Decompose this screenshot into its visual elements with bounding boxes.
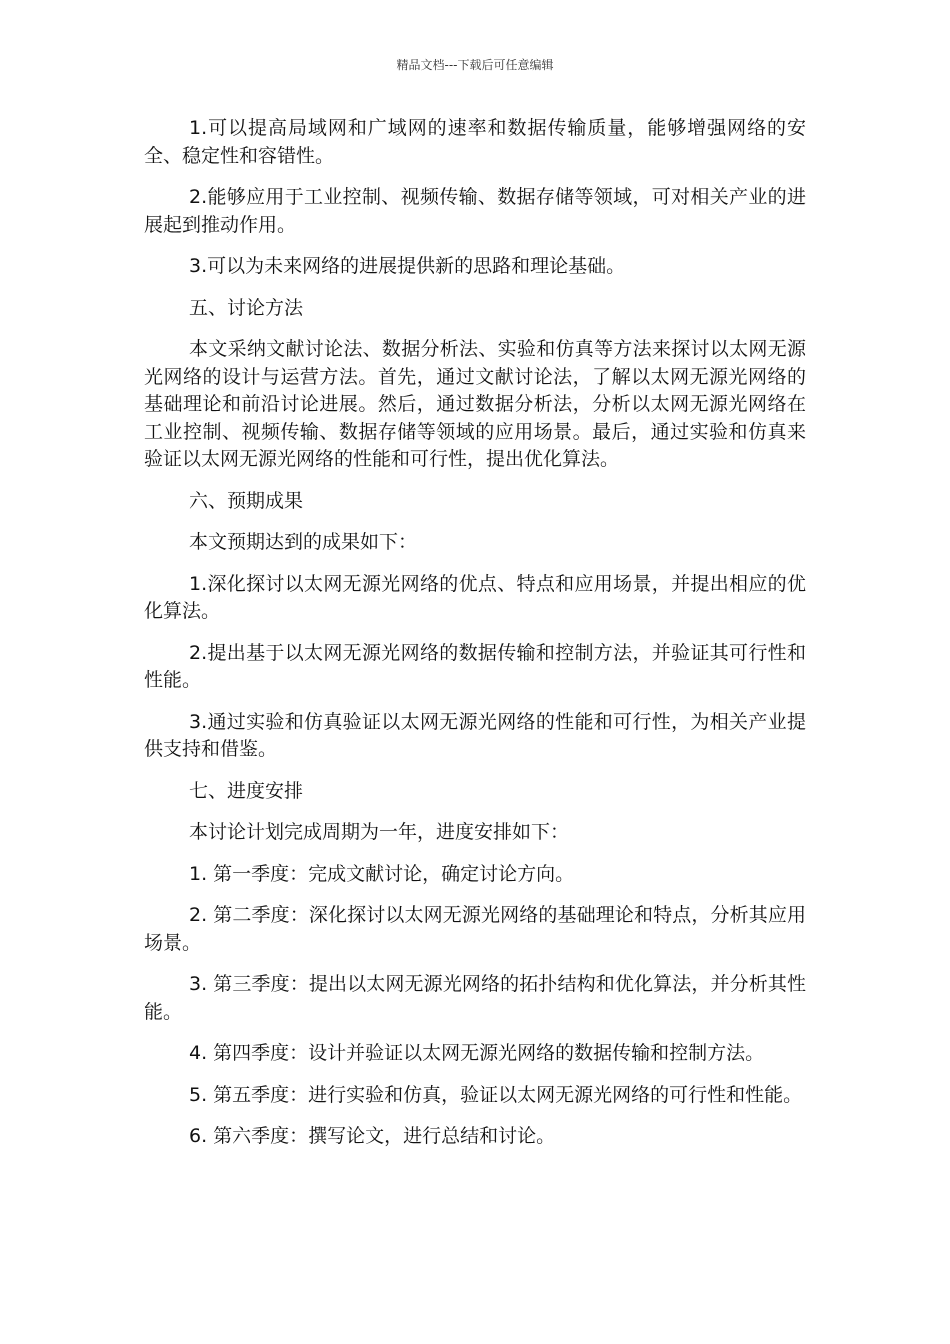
- schedule-item-3: 3. 第三季度：提出以太网无源光网络的拓扑结构和优化算法，并分析其性能。: [144, 973, 806, 1023]
- document-body: [144, 115, 806, 1165]
- paragraph-result-1: 1.深化探讨以太网无源光网络的优点、特点和应用场景，并提出相应的优化算法。: [144, 572, 806, 622]
- schedule-item-6: 6. 第六季度：撰写论文，进行总结和讨论。: [189, 1125, 556, 1147]
- paragraph-schedule-intro: 本讨论计划完成周期为一年，进度安排如下：: [189, 821, 570, 843]
- page-header: 精品文档---下载后可任意编辑: [396, 58, 554, 72]
- schedule-item-1: 1. 第一季度：完成文献讨论，确定讨论方向。: [189, 862, 575, 885]
- paragraph-benefit-2: 2.能够应用于工业控制、视频传输、数据存储等领域，可对相关产业的进展起到推动作用。: [144, 186, 806, 236]
- paragraph-benefit-1: 1.可以提高局域网和广域网的速率和数据传输质量，能够增强网络的安全、稳定性和容错性。: [144, 117, 806, 167]
- schedule-item-2: 2. 第二季度：深化探讨以太网无源光网络的基础理论和特点，分析其应用场景。: [144, 904, 806, 954]
- section-heading-methods: 五、讨论方法: [189, 296, 304, 319]
- schedule-item-5: 5. 第五季度：进行实验和仿真，验证以太网无源光网络的可行性和性能。: [189, 1083, 803, 1106]
- section-heading-results: 六、预期成果: [189, 489, 304, 512]
- paragraph-result-2: 2.提出基于以太网无源光网络的数据传输和控制方法，并验证其可行性和性能。: [144, 641, 806, 691]
- paragraph-result-3: 3.通过实验和仿真验证以太网无源光网络的性能和可行性，为相关产业提供支持和借鉴。: [144, 710, 806, 760]
- paragraph-results-intro: 本文预期达到的成果如下：: [189, 531, 418, 553]
- paragraph-methods: 本文采纳文献讨论法、数据分析法、实验和仿真等方法来探讨以太网无源光网络的设计与运营方法。首先，通过文献讨论法，了解以太网无源光网络的基础理论和前沿讨论进展。然后，通过数据分析法，分析以太网无源光网络在工业控制、视频传输、数据存储等领域的应用场景。最后，通过实验和仿真来验证以太网无源光网络的性能和可行性，提出优化算法。: [144, 338, 806, 470]
- section-heading-schedule: 七、进度安排: [189, 779, 304, 802]
- schedule-item-4: 4. 第四季度：设计并验证以太网无源光网络的数据传输和控制方法。: [189, 1042, 765, 1064]
- paragraph-benefit-3: 3.可以为未来网络的进展提供新的思路和理论基础。: [189, 255, 626, 277]
